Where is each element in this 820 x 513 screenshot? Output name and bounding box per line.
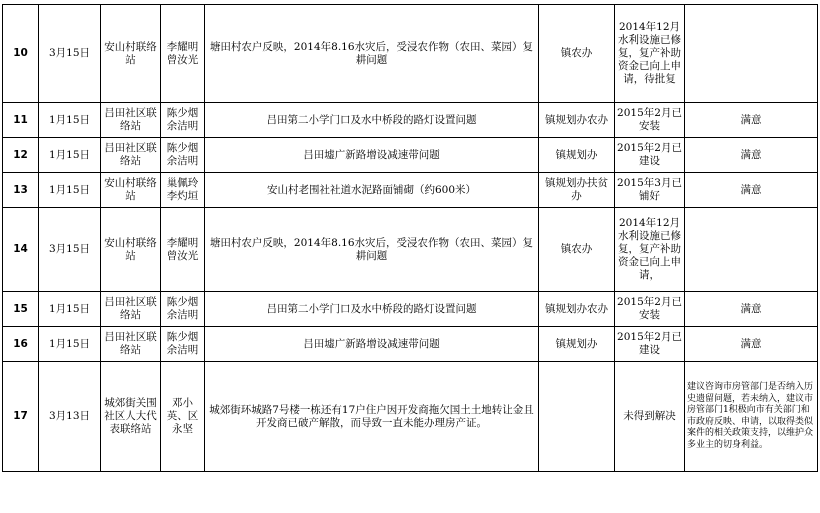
row-number: 16: [3, 327, 39, 362]
feedback-cell: [685, 208, 818, 292]
row-number: 10: [3, 5, 39, 103]
row-number: 11: [3, 103, 39, 138]
issue-cell: 吕田墟广新路增设减速带问题: [205, 327, 539, 362]
issue-cell: 城郊街环城路7号楼一栋还有17户住户因开发商拖欠国土土地转让金且开发商已破产解散，而导致一直未能办理房产证。: [205, 362, 539, 472]
date-cell: 3月15日: [39, 208, 101, 292]
table-row: [3, 138, 818, 173]
feedback-cell: [685, 5, 818, 103]
table-row: [3, 327, 818, 362]
date-cell: 3月15日: [39, 5, 101, 103]
table-row: [3, 292, 818, 327]
station-cell: 安山村联络站: [101, 208, 161, 292]
station-cell: 吕田社区联络站: [101, 103, 161, 138]
feedback-cell: 建议咨询市房管部门是否纳入历史遗留问题，若未纳入，建议市房管部门1积极向市有关部门和市政府反映、申请，以取得类似案件的相关政策支持，以维护众多业主的切身利益。: [685, 362, 818, 472]
table-row: [3, 5, 818, 103]
row-number: 14: [3, 208, 39, 292]
record-table: [2, 4, 818, 472]
issue-cell: 塘田村农户反映，2014年8.16水灾后，受浸农作物（农田、菜园）复耕问题: [205, 5, 539, 103]
department-cell: 镇农办: [539, 5, 615, 103]
feedback-cell: 满意: [685, 103, 818, 138]
department-cell: 镇农办: [539, 208, 615, 292]
status-cell: 2015年2月已安装: [615, 103, 685, 138]
issue-cell: 吕田墟广新路增设减速带问题: [205, 138, 539, 173]
status-cell: 2015年2月已建设: [615, 327, 685, 362]
table-row: [3, 103, 818, 138]
feedback-cell: 满意: [685, 173, 818, 208]
issue-cell: 吕田第二小学门口及水中桥段的路灯设置问题: [205, 292, 539, 327]
feedback-cell: 满意: [685, 138, 818, 173]
station-cell: 安山村联络站: [101, 5, 161, 103]
row-number: 13: [3, 173, 39, 208]
issue-cell: 吕田第二小学门口及水中桥段的路灯设置问题: [205, 103, 539, 138]
department-cell: 镇规划办: [539, 327, 615, 362]
station-cell: 吕田社区联络站: [101, 292, 161, 327]
persons-cell: 陈少烟余洁明: [161, 327, 205, 362]
station-cell: 安山村联络站: [101, 173, 161, 208]
department-cell: 镇规划办农办: [539, 103, 615, 138]
feedback-cell: 满意: [685, 292, 818, 327]
date-cell: 1月15日: [39, 327, 101, 362]
row-number: 12: [3, 138, 39, 173]
row-number: 17: [3, 362, 39, 472]
issue-cell: 安山村老围社社道水泥路面铺砌（约600米）: [205, 173, 539, 208]
status-cell: 2014年12月水利设施已修复，复产补助资金已向上申请，待批复: [615, 5, 685, 103]
persons-cell: 李耀明曾汝光: [161, 208, 205, 292]
station-cell: 吕田社区联络站: [101, 327, 161, 362]
issue-cell: 塘田村农户反映，2014年8.16水灾后，受浸农作物（农田、菜园）复耕问题: [205, 208, 539, 292]
station-cell: 城郊街关围社区人大代表联络站: [101, 362, 161, 472]
persons-cell: 陈少烟余洁明: [161, 103, 205, 138]
persons-cell: 陈少烟余洁明: [161, 292, 205, 327]
row-number: 15: [3, 292, 39, 327]
table-row: [3, 208, 818, 292]
date-cell: 1月15日: [39, 292, 101, 327]
status-cell: 2015年2月已建设: [615, 138, 685, 173]
persons-cell: 陈少烟余洁明: [161, 138, 205, 173]
department-cell: 镇规划办农办: [539, 292, 615, 327]
date-cell: 3月13日: [39, 362, 101, 472]
date-cell: 1月15日: [39, 138, 101, 173]
date-cell: 1月15日: [39, 173, 101, 208]
status-cell: 未得到解决: [615, 362, 685, 472]
feedback-cell: 满意: [685, 327, 818, 362]
table-row: [3, 362, 818, 472]
persons-cell: 邓小英、区永坚: [161, 362, 205, 472]
station-cell: 吕田社区联络站: [101, 138, 161, 173]
department-cell: 镇规划办: [539, 138, 615, 173]
status-cell: 2015年2月已安装: [615, 292, 685, 327]
persons-cell: 李耀明曾汝光: [161, 5, 205, 103]
persons-cell: 巢佩玲李灼垣: [161, 173, 205, 208]
date-cell: 1月15日: [39, 103, 101, 138]
department-cell: [539, 362, 615, 472]
status-cell: 2014年12月水利设施已修复，复产补助资金已向上申请，: [615, 208, 685, 292]
table-row: [3, 173, 818, 208]
department-cell: 镇规划办扶贫办: [539, 173, 615, 208]
status-cell: 2015年3月已铺好: [615, 173, 685, 208]
